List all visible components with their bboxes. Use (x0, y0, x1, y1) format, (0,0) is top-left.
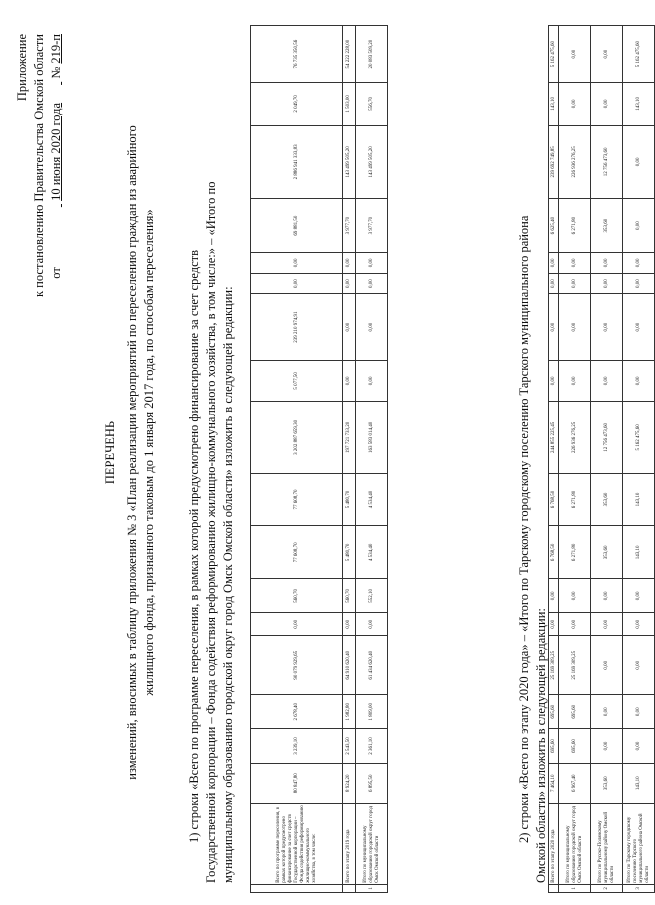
table-cell: 25 169 309,25 (549, 636, 559, 695)
header-appendix: Приложение (15, 34, 29, 102)
table-cell: 0,00 (251, 613, 343, 636)
paragraph-1-line-2: Государственной корпорации – Фонда содействия реформированию жилищно-коммунального хозяйства, в том числе:» – «Итого по (204, 181, 218, 883)
table-cell: 552,10 (356, 579, 388, 613)
table-cell: 6 271,80 (559, 199, 591, 253)
table-cell: 0,00 (549, 613, 559, 636)
table-cell: 5 162 475,60 (623, 402, 655, 473)
table-cell: 143,10 (549, 83, 559, 125)
table-cell: 6 967,40 (559, 763, 591, 803)
table-cell: 3 977,70 (343, 199, 356, 253)
table-cell: 695,60 (549, 729, 559, 763)
table-cell: 143 499 505,20 (343, 125, 356, 199)
table-cell: 353,60 (591, 526, 623, 579)
table-cell: 0,00 (343, 253, 356, 274)
table-cell: 556,70 (356, 83, 388, 125)
table-cell: 1 982,80 (343, 695, 356, 729)
table-cell: 0,00 (549, 253, 559, 274)
table-cell: 353,60 (591, 473, 623, 526)
table-cell: 3 239,10 (251, 729, 343, 763)
table-cell: 54 222 228,00 (343, 26, 356, 83)
table-cell: 0,00 (356, 294, 388, 360)
table-row (559, 26, 591, 893)
row-label: Итого по Русско-Полянскому муниципальному району Омской области (591, 803, 623, 884)
table-cell: 0,00 (559, 253, 591, 274)
number-sign: № (49, 66, 63, 79)
table-cell: 0,00 (623, 273, 655, 294)
paragraph-2-line-1: 2) строки «Всего по этапу 2020 года» – «Итого по Тарскому городскому поселению Тарского муниципального района (517, 215, 531, 843)
table-cell: 0,00 (623, 199, 655, 253)
table-cell: 0,00 (591, 613, 623, 636)
table-cell: 239 210 974,91 (251, 294, 343, 360)
table-cell: 5 480,70 (343, 526, 356, 579)
table-cell: 0,00 (251, 253, 343, 274)
table-cell: 0,00 (343, 273, 356, 294)
table-cell: 0,00 (591, 253, 623, 274)
table-cell: 1 503,00 (343, 83, 356, 125)
row-number (549, 884, 559, 892)
table-cell: 695,60 (559, 729, 591, 763)
table-cell: 0,00 (623, 253, 655, 274)
table-cell: 5 162 475,60 (549, 26, 559, 83)
paragraph-1-line-1: 1) строки «Всего по программе переселения, в рамках которой предусмотрено финансирование за счет средств (187, 249, 201, 843)
paragraph-2-line-2: Омской области» изложить в следующей редакции: (534, 608, 548, 883)
table-cell: 0,00 (623, 613, 655, 636)
table-cell: 0,00 (549, 273, 559, 294)
table-cell: 0,00 (591, 579, 623, 613)
table-cell: 0,00 (343, 613, 356, 636)
table-cell: 0,00 (559, 579, 591, 613)
table-cell: 560,70 (251, 579, 343, 613)
table-cell: 0,00 (591, 636, 623, 695)
table-cell: 244 855 225,45 (549, 402, 559, 473)
table-cell: 77 608,70 (251, 526, 343, 579)
row-label: Итого по муниципальному образованию городской округ город Омск Омской области (356, 803, 388, 884)
table-cell: 226 936 276,25 (559, 402, 591, 473)
title-line-1: изменений, вносимых в таблицу приложения № 3 «План реализации мероприятий по переселению граждан из аварийного (125, 125, 139, 780)
table-cell: 0,00 (549, 360, 559, 401)
table-cell: 64 910 620,40 (343, 636, 356, 695)
table-cell: 25 169 309,25 (559, 636, 591, 695)
table-cell: 0,00 (343, 360, 356, 401)
table-cell: 4 534,40 (356, 526, 388, 579)
table-cell: 0,00 (591, 83, 623, 125)
table-cell: 143,10 (623, 83, 655, 125)
row-label: Итого по Тарскому городскому поселению Тарского муниципального района Омской области (623, 803, 655, 884)
table-cell: 8 924,20 (343, 763, 356, 803)
table-cell: 69 881,50 (251, 199, 343, 253)
table-cell: 0,00 (591, 294, 623, 360)
table-cell: 0,00 (559, 273, 591, 294)
table-cell: 0,00 (356, 273, 388, 294)
table-row (591, 26, 623, 893)
row-number (343, 884, 356, 892)
row-number: 3 (623, 884, 655, 892)
table-cell: 0,00 (623, 636, 655, 695)
page-title: ПЕРЕЧЕНЬ (103, 420, 117, 485)
table-cell: 239 692 749,85 (549, 125, 559, 199)
row-number: 1 (559, 884, 591, 892)
table-cell: 3 977,70 (356, 199, 388, 253)
table-cell: 0,00 (356, 360, 388, 401)
table-cell: 5 480,70 (343, 473, 356, 526)
table-cell: 0,00 (559, 613, 591, 636)
table-cell: 61 434 620,40 (356, 636, 388, 695)
table-cell: 0,00 (591, 360, 623, 401)
row-label: Всего по программе переселения, в рамках которой предусмотрено финансирование за счет средств Государственной корпорации – Фонда содействия реформированию жилищно-коммунального хозяйства, в том числе: (251, 803, 343, 884)
table-cell: 6 271,80 (559, 473, 591, 526)
table-cell: 2 543,50 (343, 729, 356, 763)
table-cell: 143 499 505,20 (356, 125, 388, 199)
table-row (251, 26, 343, 893)
table-cell: 77 608,70 (251, 473, 343, 526)
row-number (251, 884, 343, 892)
table-cell: 0,00 (623, 125, 655, 199)
table-cell: 0,00 (623, 729, 655, 763)
table-cell: 6 895,50 (356, 763, 388, 803)
table-cell: 0,00 (591, 729, 623, 763)
table-cell: 0,00 (356, 613, 388, 636)
table-cell: 143,10 (623, 473, 655, 526)
table-cell: 0,00 (549, 294, 559, 360)
row-number: 2 (591, 884, 623, 892)
table-cell: 695,60 (559, 695, 591, 729)
table-cell: 12 756 473,60 (591, 402, 623, 473)
table-cell: 5 077,50 (251, 360, 343, 401)
table-2 (548, 25, 655, 893)
table-cell: 2 361,10 (356, 729, 388, 763)
table-cell: 6 271,80 (559, 526, 591, 579)
table-cell: 353,60 (591, 763, 623, 803)
table-cell: 695,60 (549, 695, 559, 729)
table-cell: 560,70 (343, 579, 356, 613)
table-cell: 1 809,00 (356, 695, 388, 729)
row-number: 1 (356, 884, 388, 892)
paragraph-1-line-3: муниципальному образованию городской округ город Омск Омской области» изложить в следующей редакции: (221, 286, 235, 883)
table-cell: 80 847,80 (251, 763, 343, 803)
table-cell: 76 735 350,56 (251, 26, 343, 83)
table-cell: 0,00 (623, 695, 655, 729)
table-row (623, 26, 655, 893)
table-cell: 7 464,10 (549, 763, 559, 803)
table-cell: 143,10 (623, 526, 655, 579)
table-cell: 226 936 276,25 (559, 125, 591, 199)
table-cell: 2 049,70 (251, 83, 343, 125)
paragraph-1 (186, 21, 237, 883)
date-value: 10 июня 2020 года (49, 102, 63, 201)
table-cell: 163 583 014,40 (356, 402, 388, 473)
table-row (356, 26, 388, 893)
from-label: от (49, 267, 63, 279)
header-resolution: к постановлению Правительства Омской области (32, 34, 46, 298)
title-line-2: жилищного фонда, признанного таковым до 1 января 2017 года, по способам переселения» (142, 209, 156, 696)
table-cell: 0,00 (591, 273, 623, 294)
table-cell: 0,00 (591, 695, 623, 729)
table-1 (250, 25, 388, 893)
table-cell: 2 886 941 333,83 (251, 125, 343, 199)
table-cell: 197 721 733,20 (343, 402, 356, 473)
table-cell: 0,00 (559, 83, 591, 125)
table-cell: 6 625,40 (549, 199, 559, 253)
table-cell: 0,00 (559, 26, 591, 83)
paragraph-2 (516, 21, 550, 883)
row-label: Всего по этапу 2019 года (343, 803, 356, 884)
table-row (343, 26, 356, 893)
table-cell: 12 756 473,60 (591, 125, 623, 199)
table-cell: 0,00 (343, 294, 356, 360)
table-cell: 0,00 (356, 253, 388, 274)
table-cell: 0,00 (559, 360, 591, 401)
table-cell: 0,00 (623, 294, 655, 360)
table-cell: 143,10 (623, 763, 655, 803)
row-label: Всего по этапу 2020 года (549, 803, 559, 884)
table-cell: 353,60 (591, 199, 623, 253)
table-cell: 3 202 887 659,30 (251, 402, 343, 473)
table-cell: 2 678,40 (251, 695, 343, 729)
number-value: 219-п (49, 34, 63, 64)
table-cell: 20 083 509,20 (356, 26, 388, 83)
table-cell: 0,00 (559, 294, 591, 360)
table-cell: 0,00 (549, 579, 559, 613)
table-row (549, 26, 559, 893)
table-cell: 6 768,50 (549, 526, 559, 579)
table-cell: 0,00 (251, 273, 343, 294)
table-cell: 0,00 (591, 26, 623, 83)
table-cell: 6 768,50 (549, 473, 559, 526)
table-cell: 5 162 475,60 (623, 26, 655, 83)
row-label: Итого по муниципальному образованию городской округ город Омск Омской области (559, 803, 591, 884)
table-cell: 90 079 929,65 (251, 636, 343, 695)
header-date-line (48, 34, 64, 279)
table-cell: 0,00 (623, 579, 655, 613)
table-cell: 4 534,40 (356, 473, 388, 526)
table-cell: 0,00 (623, 360, 655, 401)
